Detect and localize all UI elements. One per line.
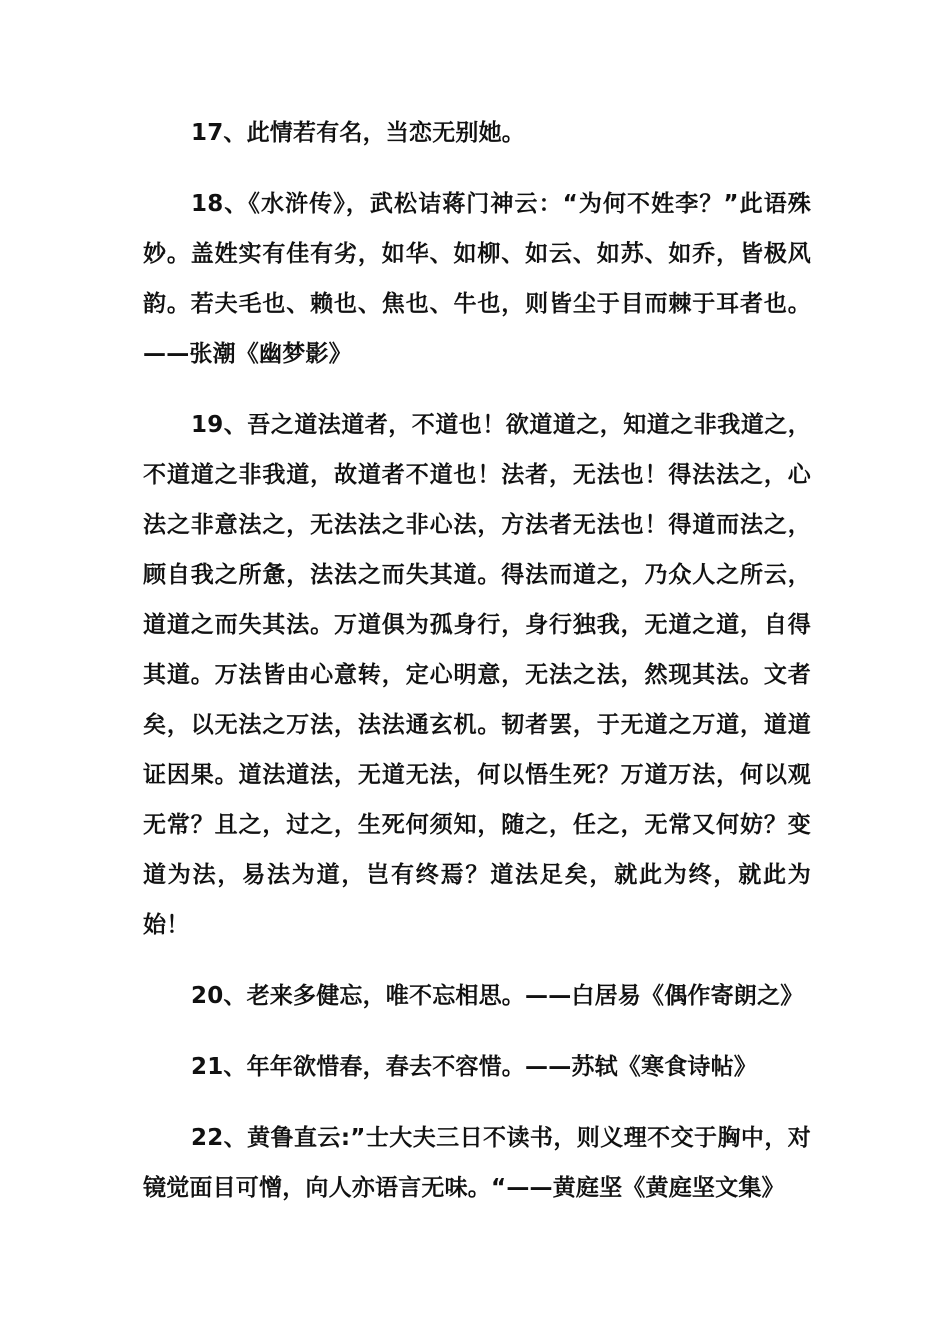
paragraph-19: 19、吾之道法道者，不道也！欲道道之，知道之非我道之，不道道之非我道，故道者不道也！法者，无法也！得法法之，心法之非意法之，无法法之非心法，方法者无法也！得道而法之，顾自我之所惫，法法之而失其道。得法而道之，乃众人之所云，道道之而失其法。万道俱为孤身行，身行独我，无道之道，自得其道。万法皆由心意转，定心明意，无法之法，然现其法。文者矣，以无法之万法，法法通玄机。韧者罢，于无道之万道，道道证因果。道法道法，无道无法，何以悟生死？万道万法，何以观无常？且之，过之，生死何须知，随之，任之，无常又何妨？变道为法，易法为道，岂有终焉？道法足矣，就此为终，就此为始！ <box>143 412 811 938</box>
paragraph-18: 18、《水浒传》，武松诘蒋门神云：“为何不姓李？”此语殊妙。盖姓实有佳有劣，如华、如柳、如云、如苏、如乔，皆极风韵。若夫毛也、赖也、焦也、牛也，则皆尘于目而棘于耳者也。——张潮《幽梦影》 <box>143 191 811 367</box>
paragraph-22: 22、黄鲁直云:”士大夫三日不读书，则义理不交于胸中，对镜觉面目可憎，向人亦语言无味。“——黄庭坚《黄庭坚文集》 <box>143 1125 811 1201</box>
paragraph-17: 17、此情若有名，当恋无别她。 <box>191 120 526 146</box>
paragraph-20: 20、老来多健忘，唯不忘相思。——白居易《偶作寄朗之》 <box>191 983 804 1009</box>
document-body <box>143 108 811 1213</box>
paragraph-21: 21、年年欲惜春，春去不容惜。——苏轼《寒食诗帖》 <box>191 1054 758 1080</box>
